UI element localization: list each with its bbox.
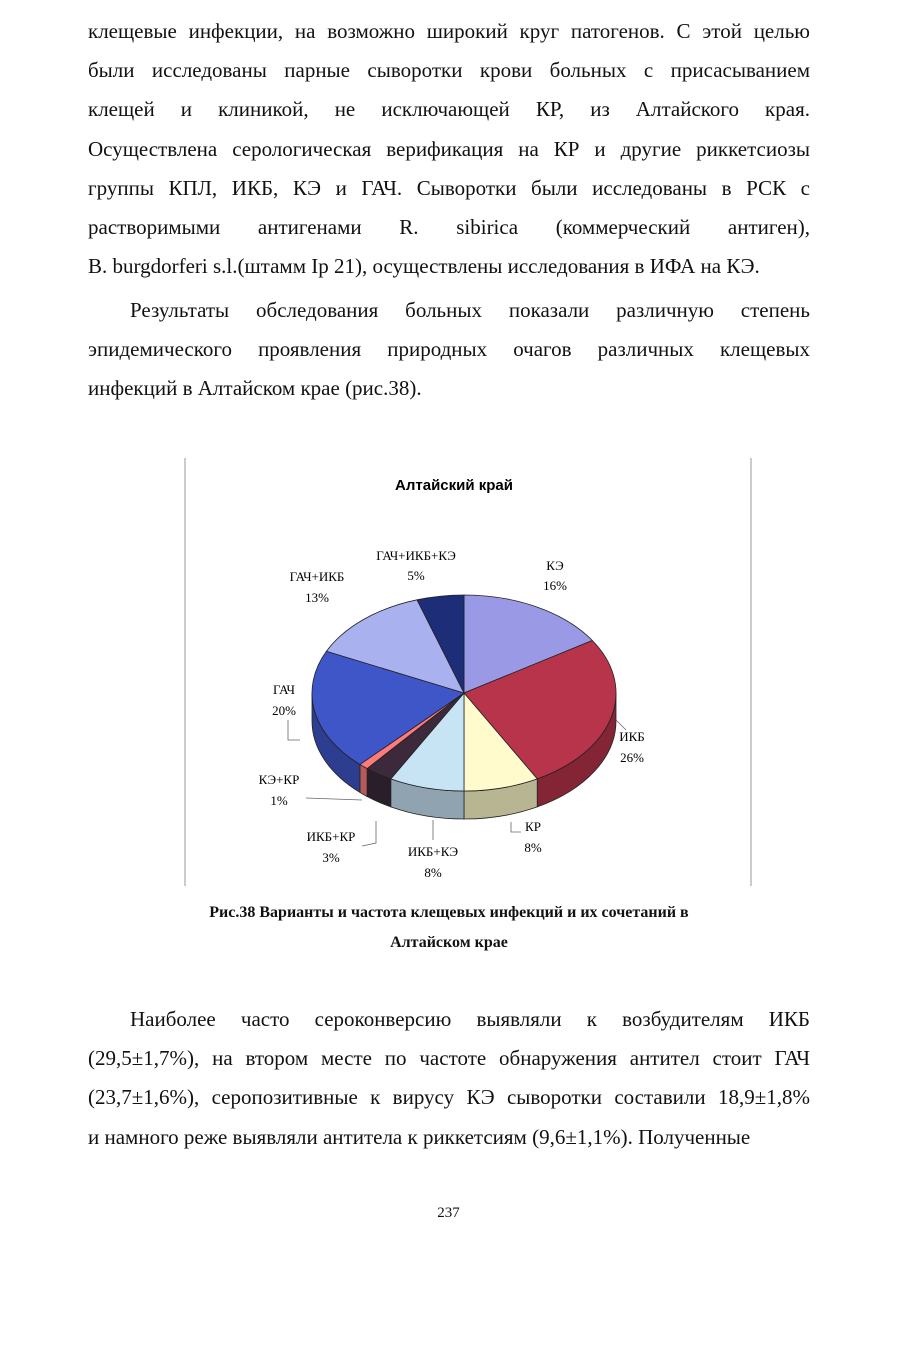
caption-line-1: Рис.38 Варианты и частота клещевых инфекций и их сочетаний в	[209, 904, 689, 921]
text-line: были исследованы парные сыворотки крови больных с присасыванием	[88, 58, 810, 83]
slice-label: КР	[525, 819, 541, 834]
slice-label: ГАЧ+ИКБ	[289, 569, 345, 584]
slice-value-label: 3%	[322, 850, 340, 865]
leader-line-кр	[511, 822, 521, 832]
slice-label: ИКБ	[619, 729, 645, 744]
figure	[184, 458, 752, 886]
leader-line-гач	[288, 720, 300, 740]
pie-side-кэ-plus-кр	[360, 764, 367, 796]
slice-label: ИКБ+КР	[306, 829, 356, 844]
slice-value-label: 1%	[270, 793, 288, 808]
slice-label: ГАЧ	[273, 682, 295, 697]
slice-label: КЭ	[546, 558, 564, 573]
chart-title: Алтайский край	[395, 477, 513, 494]
text-line: Наиболее часто сероконверсию выявляли к возбудителям ИКБ	[130, 1007, 810, 1031]
slice-value-label: 5%	[407, 568, 425, 583]
slice-value-label: 8%	[424, 865, 442, 880]
text-line: (29,5±1,7%), на втором месте по частоте обнаружения антител стоит ГАЧ	[88, 1046, 810, 1071]
slice-value-label: 26%	[620, 750, 644, 765]
text-line: инфекций в Алтайском крае (рис.38).	[88, 376, 422, 401]
text-line: клещей и клиникой, не исключающей КР, из Алтайского края.	[88, 97, 810, 122]
pie-top	[312, 595, 616, 791]
text-line: растворимыми антигенами R. sibirica (коммерческий антиген),	[88, 214, 810, 239]
text-line: Результаты обследования больных показали различную степень	[130, 298, 810, 322]
text-line: и намного реже выявляли антитела к риккетсиям (9,6±1,1%). Полученные	[88, 1124, 751, 1149]
caption-line-2: Алтайском крае	[390, 934, 508, 951]
slice-label: ИКБ+КЭ	[407, 844, 459, 859]
slice-label: ГАЧ+ИКБ+КЭ	[376, 548, 456, 563]
text-line: клещевые инфекции, на возможно широкий круг патогенов. С этой целью	[88, 19, 810, 43]
text-line: B. burgdorferi s.l.(штамм Ip 21), осуществлены исследования в ИФА на КЭ.	[88, 254, 760, 279]
figure-caption	[88, 904, 810, 952]
slice-label: КЭ+КР	[258, 772, 300, 787]
slice-value-label: 20%	[272, 703, 296, 718]
slice-value-label: 8%	[524, 840, 542, 855]
pie-chart	[184, 458, 752, 886]
slice-value-label: 13%	[305, 590, 329, 605]
leader-line-икб-plus-кр	[362, 821, 376, 846]
text-line: группы КПЛ, ИКБ, КЭ и ГАЧ. Сыворотки были исследованы в РСК с	[88, 175, 810, 200]
page-number: 237	[437, 1205, 460, 1221]
paragraph-3	[88, 1000, 810, 1157]
text-line: (23,7±1,6%), серопозитивные к вирусу КЭ сыворотки составили 18,9±1,8%	[88, 1085, 810, 1110]
paragraph-1	[88, 12, 810, 286]
text-line: Осуществлена серологическая верификация на КР и другие риккетсиозы	[88, 136, 810, 161]
slice-value-label: 16%	[543, 578, 567, 593]
text-line: эпидемического проявления природных очагов различных клещевых	[88, 337, 810, 362]
leader-line-кэ-plus-кр	[306, 798, 362, 800]
paragraph-2	[88, 291, 810, 409]
